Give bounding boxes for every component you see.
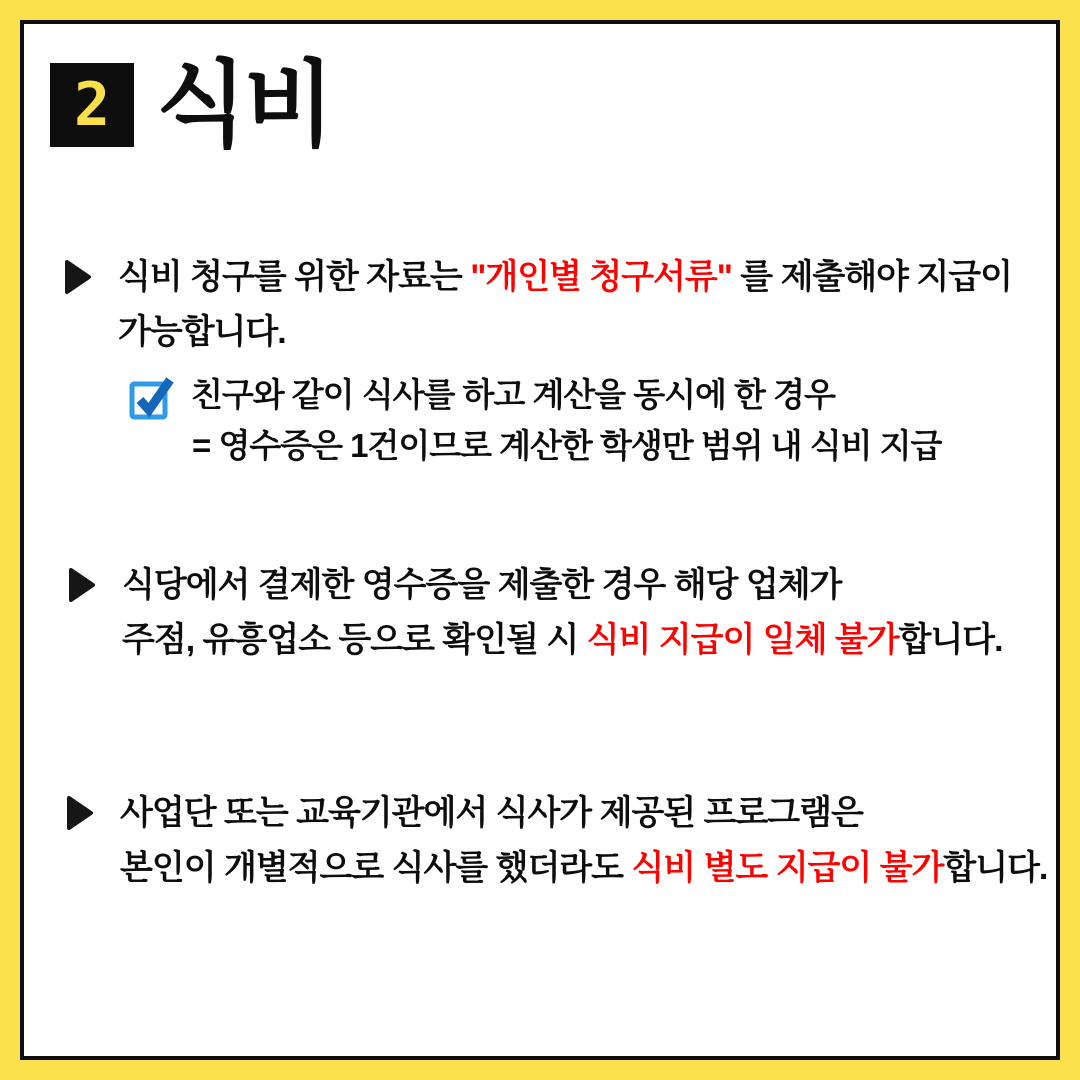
- text-segment: 식당에서 결제한 영수증을 제출한 경우 해당 업체가: [122, 566, 842, 604]
- bullet-1-line-2: [118, 305, 1012, 360]
- text-segment: 합니다.: [943, 849, 1048, 887]
- text-segment: 가능합니다.: [118, 313, 286, 351]
- bullet-1-line-1: [118, 250, 1012, 305]
- highlighted-text: 식비 지급이 일체 불가: [586, 621, 899, 659]
- checkbox-note-line-1: 친구와 같이 식사를 하고 계산을 동시에 한 경우: [191, 376, 835, 413]
- highlighted-text: 식비 별도 지급이 불가: [631, 849, 944, 887]
- highlighted-text: "개인별 청구서류": [470, 258, 732, 296]
- section-number-badge: [50, 63, 134, 147]
- checkbox-note: [128, 370, 941, 470]
- bullet-2-line-1: [122, 558, 1003, 613]
- bullet-3-line-1: [120, 786, 1047, 841]
- bullet-item-2: [68, 558, 1003, 668]
- header: [50, 52, 332, 157]
- bullet-3-line-2: [120, 841, 1047, 896]
- bullet-2-text: [122, 558, 1003, 668]
- play-triangle-icon: [66, 795, 94, 831]
- checkbox-note-line-2: = 영수증은 1건이므로 계산한 학생만 범위 내 식비 지급: [192, 427, 942, 464]
- bullet-2-line-2: [122, 613, 1003, 668]
- page-title: 식비: [156, 52, 332, 157]
- text-segment: 본인이 개별적으로 식사를 했더라도: [120, 849, 632, 887]
- text-segment: 를 제출해야 지급이: [731, 258, 1012, 296]
- checkbox-note-row-1: [128, 370, 941, 421]
- section-number: 2: [73, 70, 111, 140]
- text-segment: 주점, 유흥업소 등으로 확인될 시: [122, 621, 587, 659]
- text-segment: 사업단 또는 교육기관에서 식사가 제공된 프로그램은: [120, 794, 863, 832]
- bullet-3-text: [120, 786, 1047, 896]
- text-segment: 식비 청구를 위한 자료는: [118, 258, 471, 296]
- bullet-item-1: [64, 250, 1012, 360]
- checkbox-checked-icon: [128, 373, 174, 421]
- card-panel: [20, 20, 1060, 1060]
- bullet-1-text: [118, 250, 1012, 360]
- bullet-item-3: [66, 786, 1047, 896]
- play-triangle-icon: [68, 567, 96, 603]
- text-segment: 합니다.: [898, 621, 1003, 659]
- play-triangle-icon: [64, 259, 92, 295]
